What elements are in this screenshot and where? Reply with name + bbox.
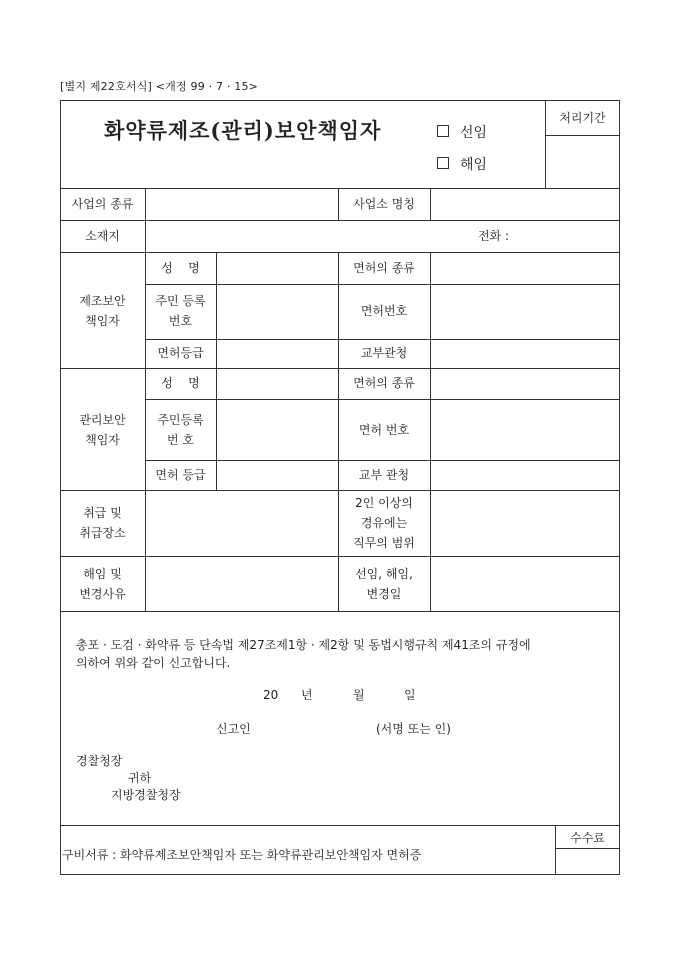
manufacture-officer-label: 제조보안 책임자 bbox=[79, 294, 126, 328]
management-officer-label: 관리보안 책임자 bbox=[79, 413, 126, 447]
date-year-prefix: 20 bbox=[263, 688, 279, 702]
mfg-issuer-label: 교부관청 bbox=[360, 346, 408, 360]
date-month-label: 월 bbox=[353, 688, 365, 702]
row-divider bbox=[60, 490, 620, 491]
declaration-text-line1: 총포 · 도검 · 화약류 등 단속법 제27조제1항 · 제2항 및 동법시행규칙 제41조의 규정에 bbox=[76, 638, 531, 652]
mgmt-name-label: 성 명 bbox=[161, 376, 200, 390]
duty-scope-label: 2인 이상의 경유에는 직무의 범위 bbox=[353, 496, 415, 550]
phone-label: 전화 : bbox=[478, 229, 510, 243]
dismiss-label: 해임 bbox=[460, 157, 488, 173]
form-title: 화약류제조(관리)보안책임자 bbox=[104, 118, 382, 143]
fee-label: 수수료 bbox=[570, 831, 605, 845]
mgmt-license-grade-label: 면허 등급 bbox=[155, 468, 206, 482]
col-divider bbox=[430, 188, 431, 220]
mgmt-license-number-label: 면허 번호 bbox=[358, 423, 410, 437]
declaration-text-line2: 의하여 위와 같이 신고합니다. bbox=[76, 656, 231, 670]
mfg-license-number-label: 면허번호 bbox=[360, 304, 408, 318]
dismissal-reason-label: 해임 및 변경사유 bbox=[79, 567, 126, 601]
location-label: 소재지 bbox=[85, 229, 120, 243]
row-divider bbox=[60, 252, 620, 253]
signature-label: (서명 또는 인) bbox=[376, 722, 451, 736]
row-divider bbox=[555, 848, 620, 849]
mfg-name-label: 성 명 bbox=[161, 261, 200, 275]
processing-period-label: 처리기간 bbox=[559, 111, 606, 125]
date-day-label: 일 bbox=[404, 688, 416, 702]
form-number-note: [별지 제22호서식] <개정 99 · 7 · 15> bbox=[60, 80, 259, 93]
row-divider bbox=[60, 188, 620, 189]
dismissal-date-label: 선임, 해임, 변경일 bbox=[355, 567, 413, 601]
row-divider bbox=[545, 135, 620, 136]
col-divider bbox=[430, 252, 431, 611]
required-documents: 구비서류 : 화약류제조보안책임자 또는 화약류관리보안책임자 면허증 bbox=[62, 848, 422, 862]
mgmt-license-type-label: 면허의 종류 bbox=[353, 376, 415, 390]
appoint-label: 선임 bbox=[460, 125, 488, 141]
report-form bbox=[60, 100, 620, 875]
reporter-label: 신고인 bbox=[216, 722, 251, 736]
mfg-license-grade-label: 면허등급 bbox=[157, 346, 204, 360]
mgmt-resident-number-label: 주민등록 번 호 bbox=[157, 413, 204, 447]
row-divider bbox=[60, 220, 620, 221]
mfg-license-type-label: 면허의 종류 bbox=[353, 261, 415, 275]
dismiss-checkbox[interactable] bbox=[437, 157, 449, 169]
mgmt-issuer-label: 교부 관청 bbox=[358, 468, 410, 482]
col-divider bbox=[216, 252, 217, 490]
handling-label: 취급 및 취급장소 bbox=[79, 506, 126, 540]
mfg-resident-number-label: 주민 등록 번호 bbox=[155, 294, 206, 328]
recipient-police-commissioner: 경찰청장 bbox=[76, 754, 123, 768]
row-divider bbox=[60, 611, 620, 612]
row-divider bbox=[60, 368, 620, 369]
recipient-regional-commissioner: 지방경찰청장 bbox=[111, 788, 181, 802]
recipient-honorific: 귀하 bbox=[128, 771, 152, 785]
row-divider bbox=[60, 556, 620, 557]
appoint-checkbox[interactable] bbox=[437, 125, 449, 137]
date-year-label: 년 bbox=[301, 688, 313, 702]
row-divider bbox=[60, 825, 620, 826]
business-name-label: 사업소 명칭 bbox=[353, 197, 415, 211]
business-type-label: 사업의 종류 bbox=[71, 197, 134, 211]
col-divider bbox=[145, 188, 146, 611]
